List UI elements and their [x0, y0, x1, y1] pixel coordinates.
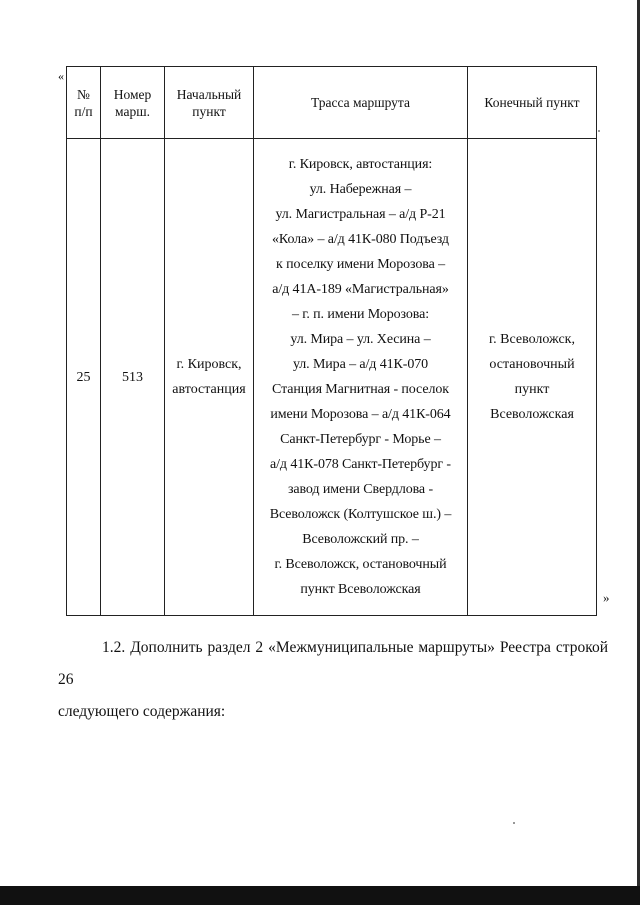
- route-path-line: а/д 41К-078 Санкт-Петербург -: [270, 457, 451, 472]
- closing-quote: »: [603, 590, 610, 605]
- cell-route-path: [254, 139, 468, 616]
- route-path-line: к поселку имени Морозова –: [276, 257, 445, 272]
- amendment-paragraph-line: следующего содержания:: [58, 703, 226, 720]
- route-path-line: «Кола» – а/д 41К-080 Подъезд: [272, 232, 449, 247]
- header-route-number-line: Номер: [113, 86, 152, 102]
- cell-end-point: [468, 139, 597, 616]
- route-path-line: г. Всеволожск, остановочный: [274, 557, 447, 572]
- route-path-line: ул. Набережная –: [309, 182, 412, 197]
- route-path-line: Всеволожский пр. –: [302, 532, 419, 547]
- end-point-line: г. Всеволожск,: [488, 332, 575, 347]
- start-point-line: г. Кировск,: [176, 357, 242, 372]
- route-path-line: имени Морозова – а/д 41К-064: [270, 407, 451, 422]
- header-start-point-line: Начальный: [176, 86, 242, 102]
- start-point-line: автостанция: [172, 382, 246, 397]
- end-point-line: Всеволожская: [490, 407, 574, 422]
- table-header-row: [67, 67, 597, 139]
- cell-route-number: 513: [101, 139, 165, 616]
- route-path-line: – г. п. имени Морозова:: [292, 307, 429, 322]
- header-start-point-line: пункт: [192, 103, 226, 119]
- route-path-line: Станция Магнитная - поселок: [272, 382, 449, 397]
- end-point-line: пункт: [514, 382, 550, 397]
- scan-speck: [598, 130, 600, 132]
- header-route-path-label: Трасса маршрута: [311, 95, 410, 110]
- header-route-number-line: марш.: [115, 103, 150, 119]
- route-path-line: ул. Мира – а/д 41К-070: [292, 357, 429, 372]
- table-row: [67, 139, 597, 616]
- route-path-line: г. Кировск, автостанция:: [288, 157, 433, 172]
- header-start-point: [165, 67, 254, 139]
- cell-start-point: [165, 139, 254, 616]
- header-end-point: [468, 67, 597, 139]
- amendment-paragraph: [58, 632, 608, 728]
- scan-speck: [513, 822, 515, 824]
- route-registry-table: [66, 66, 597, 616]
- route-path-line: Всеволожск (Колтушское ш.) –: [269, 507, 452, 522]
- route-path-line: Санкт-Петербург - Морье –: [280, 432, 441, 447]
- route-path-line: а/д 41А-189 «Магистральная»: [272, 282, 449, 297]
- header-route-number: [101, 67, 165, 139]
- opening-quote: «: [58, 69, 64, 83]
- header-num-line: №: [77, 86, 90, 102]
- header-num-line: п/п: [74, 103, 93, 119]
- end-point-line: остановочный: [489, 357, 575, 372]
- cell-num: 25: [67, 139, 101, 616]
- amendment-paragraph-line: 1.2. Дополнить раздел 2 «Межмуниципальные маршруты» Реестра строкой 26: [58, 639, 608, 688]
- header-route-path: [254, 67, 468, 139]
- header-num: [67, 67, 101, 139]
- route-path-line: ул. Магистральная – а/д Р-21: [275, 207, 446, 222]
- route-path-line: ул. Мира – ул. Хесина –: [290, 332, 431, 347]
- scan-bottom-edge: [0, 886, 640, 905]
- header-end-point-label: Конечный пункт: [484, 95, 580, 110]
- route-path-line: завод имени Свердлова -: [287, 482, 434, 497]
- route-path-line: пункт Всеволожская: [300, 582, 421, 597]
